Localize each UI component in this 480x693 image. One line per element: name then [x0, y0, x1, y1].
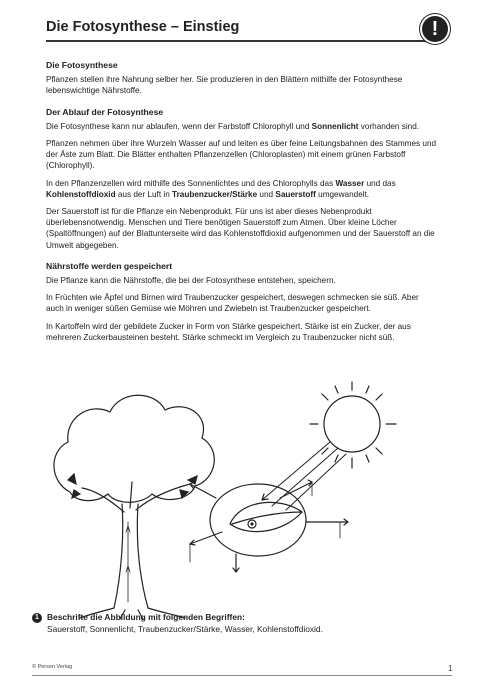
page-title: Die Fotosynthese – Einstieg	[46, 19, 240, 35]
tree-crown	[54, 395, 214, 502]
leaf-magnifier	[210, 484, 306, 556]
publisher-credit: © Persen Verlag	[32, 664, 73, 670]
heading-ablauf: Der Ablauf der Fotosynthese	[46, 106, 164, 117]
leaf-icon	[230, 502, 302, 531]
paragraph: Die Fotosynthese kann nur ablaufen, wenn der Farbstoff Chlorophyll und Sonnenlicht vorhanden sind.	[46, 121, 420, 131]
footer-rule	[32, 675, 452, 676]
paragraph: Der Sauerstoff ist für die Pflanze ein Nebenprodukt. Für uns ist aber dieses Nebenprodukt überlebensnotwendig. Menschen und Tiere benötigen Sauerstoff zum Atmen. Über kleine Löcher (Spaltöffnungen) auf der Blattunterseite wird das Kohlenstoffdioxid aufgenommen und der Sauerstoff an die Umwelt abgegeben.	[46, 207, 435, 250]
task-terms: Sauerstoff, Sonnenlicht, Traubenzucker/Stärke, Wasser, Kohlenstoffdioxid.	[47, 623, 323, 634]
paragraph: Pflanzen nehmen über ihre Wurzeln Wasser auf und leiten es über feine Leitungsbahnen des Stammes und der Äste zum Blatt. Die Blätter enthalten Pflanzenzellen (Chloroplasten) mit einem grünen Farbstoff (Chlorophyll).	[46, 139, 437, 171]
paragraph: In Kartoffeln wird der gebildete Zucker in Form von Stärke gespeichert. Stärke ist ein Zucker, der aus mehreren Zuckerbausteinen besteht. Stärke schmeckt im Vergleich zu Traubenzucker nicht süß.	[46, 321, 411, 342]
paragraph: Die Pflanze kann die Nährstoffe, die bei der Fotosynthese entstehen, speichern.	[46, 276, 336, 286]
paragraph: In den Pflanzenzellen wird mithilfe des Sonnenlichtes und des Chlorophylls das Wasser und das Kohlenstoffdioxid aus der Luft in Traubenzucker/Stärke und Sauerstoff umgewandelt.	[46, 178, 396, 199]
tree-trunk	[114, 504, 148, 608]
sun-icon	[324, 396, 380, 452]
photosynthesis-illustration	[40, 372, 440, 620]
exclamation-icon: !	[422, 16, 448, 42]
task-number-badge: 1	[32, 613, 42, 623]
page-number: 1	[448, 664, 453, 673]
main-text	[46, 60, 438, 349]
heading-fotosynthese: Die Fotosynthese	[46, 60, 118, 70]
paragraph: In Früchten wie Äpfel und Birnen wird Traubenzucker gespeichert, deswegen schmecken sie süß. Aber auch in weniger süßen Gemüse wie Möhren und Zwiebeln ist Traubenzucker gespeichert.	[46, 293, 419, 314]
heading-naehrstoffe: Nährstoffe werden gespeichert	[46, 260, 173, 271]
task-instruction: Beschrifte die Abbildung mit folgenden Begriffen:	[47, 612, 245, 622]
header-rule	[46, 40, 426, 42]
page-header	[32, 16, 452, 46]
paragraph: Pflanzen stellen ihre Nahrung selber her. Sie produzieren in den Blättern mithilfe der Fotosynthese lebenswichtige Nährstoffe.	[46, 75, 403, 96]
